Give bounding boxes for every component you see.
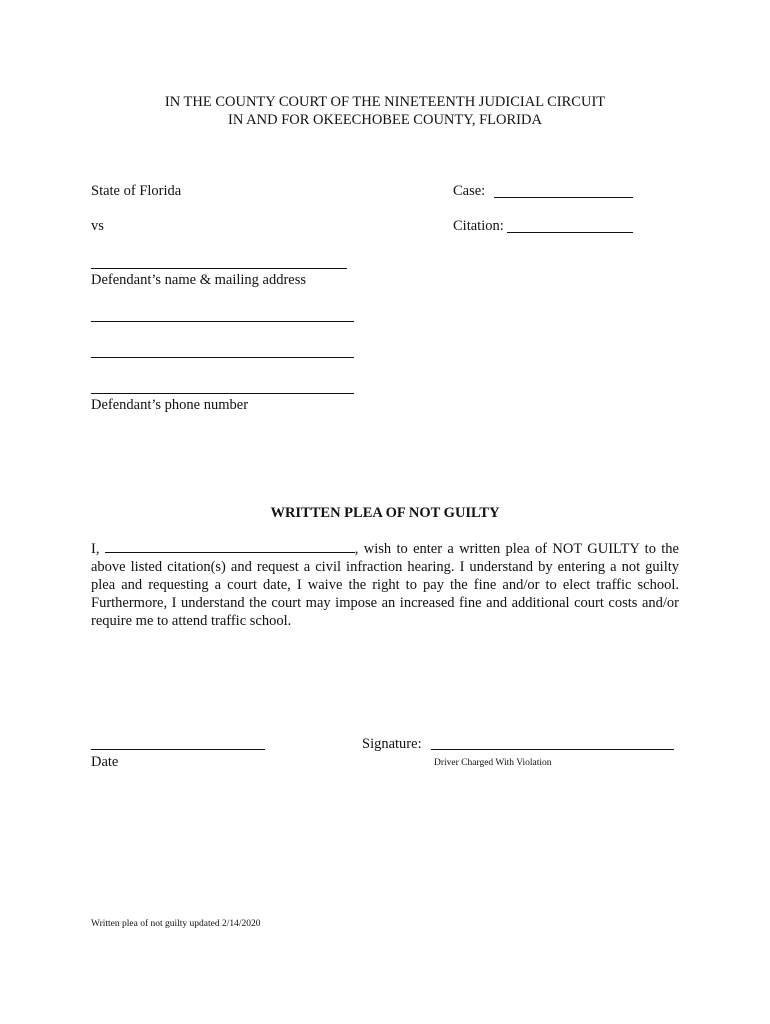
plea-body: , wish to enter a written plea of NOT GUILTY to the above listed citation(s) and request a civil infraction hearing. I understand by entering a not guilty plea and requesting a court date, I waive the right to pay the fine and/or to elect traffic school. Furthermore, I understand the court may impose an increased fine and additional court costs and/or require me to attend traffic school. [91, 541, 679, 629]
pleader-name-field[interactable] [105, 540, 355, 553]
court-header-line2: IN AND FOR OKEECHOBEE COUNTY, FLORIDA [228, 112, 542, 128]
signature-field[interactable] [431, 749, 674, 750]
plea-title: WRITTEN PLEA OF NOT GUILTY [270, 505, 500, 521]
footer-note: Written plea of not guilty updated 2/14/2020 [91, 919, 261, 929]
citation-number-field[interactable] [507, 232, 633, 233]
plea-paragraph [91, 540, 679, 630]
signature-label: Signature: [362, 736, 422, 752]
signer-caption: Driver Charged With Violation [434, 758, 552, 768]
versus-label: vs [91, 218, 104, 234]
case-label: Case: [453, 183, 486, 199]
defendant-phone-field[interactable] [91, 393, 354, 394]
case-number-field[interactable] [494, 197, 633, 198]
defendant-address-line-2-field[interactable] [91, 357, 354, 358]
defendant-name-address-label: Defendant’s name & mailing address [91, 272, 307, 288]
plaintiff-label: State of Florida [91, 183, 182, 199]
defendant-name-field[interactable] [91, 268, 347, 269]
plea-intro: I, [91, 541, 100, 557]
date-field[interactable] [91, 749, 265, 750]
defendant-phone-label: Defendant’s phone number [91, 397, 249, 413]
date-label: Date [91, 754, 119, 770]
court-header-line1: IN THE COUNTY COURT OF THE NINETEENTH JUDICIAL CIRCUIT [164, 94, 606, 110]
defendant-address-line-1-field[interactable] [91, 321, 354, 322]
citation-label: Citation: [453, 218, 504, 234]
